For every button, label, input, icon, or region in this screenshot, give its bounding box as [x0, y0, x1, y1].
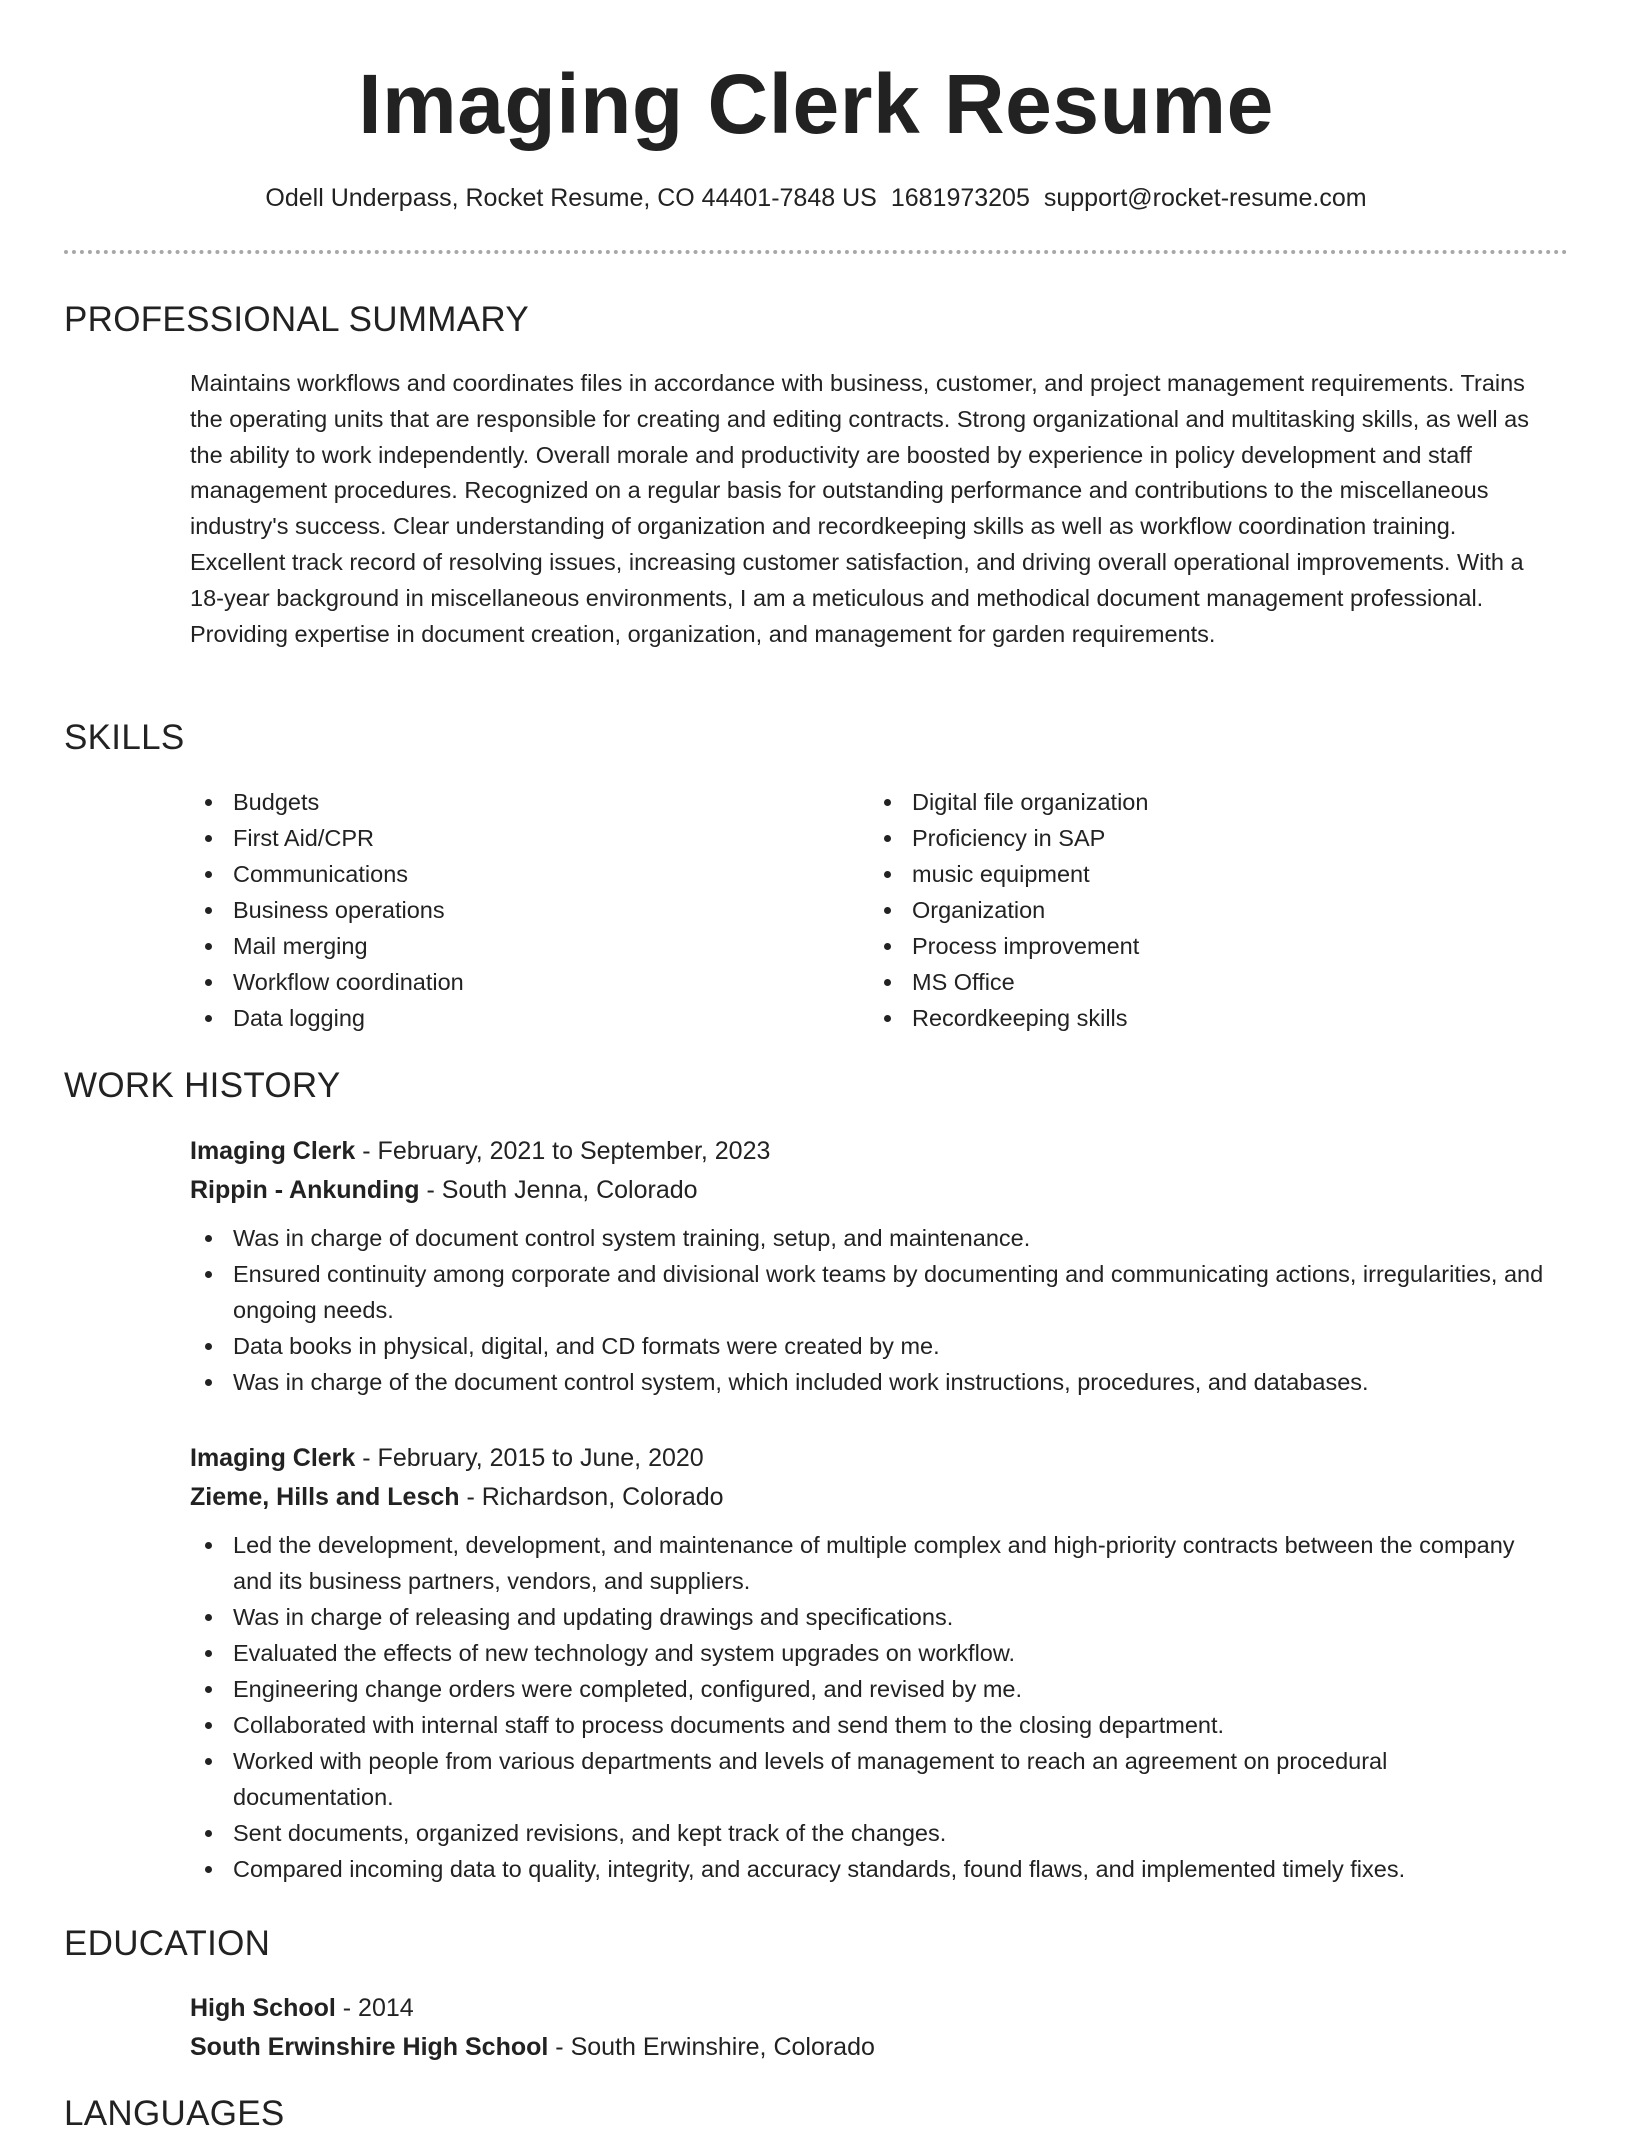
job-bullets: [190, 1527, 1550, 1887]
job-location: - South Jenna, Colorado: [419, 1176, 698, 1204]
job-bullet: Collaborated with internal staff to process documents and send them to the closing department.: [190, 1707, 1550, 1743]
skill-item: Mail merging: [190, 928, 464, 964]
job-bullet: Ensured continuity among corporate and divisional work teams by documenting and communicating actions, irregularities, and ongoing needs.: [190, 1256, 1550, 1328]
job-company: Zieme, Hills and Lesch: [190, 1483, 460, 1511]
education-degree-line: [190, 1989, 1550, 2028]
education-entry: [190, 1989, 1550, 2067]
summary-heading: PROFESSIONAL SUMMARY: [64, 300, 529, 339]
skill-item: Process improvement: [869, 928, 1148, 964]
job-bullet: Was in charge of document control system training, setup, and maintenance.: [190, 1220, 1550, 1256]
skill-item: Digital file organization: [869, 784, 1148, 820]
job-bullet: Engineering change orders were completed, configured, and revised by me.: [190, 1671, 1550, 1707]
job-bullet: Worked with people from various departments and levels of management to reach an agreement on procedural documentation.: [190, 1743, 1550, 1815]
summary-text: Maintains workflows and coordinates files in accordance with business, customer, and project management requirements. Trains the operating units that are responsible for creating and editing contracts. Strong organizational and multitasking skills, as well as the ability to work independently. Overall morale and productivity are boosted by experience in policy development and staff management procedures. Recognized on a regular basis for outstanding performance and contributions to the miscellaneous industry's success. Clear understanding of organization and recordkeeping skills as well as workflow coordination training. Excellent track record of resolving issues, increasing customer satisfaction, and driving overall operational improvements. With a 18-year background in miscellaneous environments, I am a meticulous and methodical document management professional. Providing expertise in document creation, organization, and management for garden requirements.: [190, 370, 1529, 647]
job-bullet: Was in charge of the document control system, which included work instructions, procedures, and databases.: [190, 1364, 1550, 1400]
education-heading: EDUCATION: [64, 1924, 271, 1963]
skill-item: MS Office: [869, 964, 1148, 1000]
skill-item: Proficiency in SAP: [869, 820, 1148, 856]
skill-item: First Aid/CPR: [190, 820, 464, 856]
education-school-line: [190, 2028, 1550, 2067]
languages-heading: LANGUAGES: [64, 2094, 285, 2133]
job-entry: [190, 1132, 1550, 1400]
job-bullet: Compared incoming data to quality, integrity, and accuracy standards, found flaws, and implemented timely fixes.: [190, 1851, 1550, 1887]
job-title: Imaging Clerk: [190, 1444, 356, 1472]
job-dates: - February, 2021 to September, 2023: [355, 1137, 771, 1165]
skill-item: music equipment: [869, 856, 1148, 892]
job-location: - Richardson, Colorado: [459, 1483, 724, 1511]
education-degree: High School: [190, 1994, 336, 2022]
work-heading: WORK HISTORY: [64, 1066, 341, 1105]
skills-heading: SKILLS: [64, 718, 185, 757]
skill-item: Business operations: [190, 892, 464, 928]
skill-item: Data logging: [190, 1000, 464, 1036]
job-title-line: [190, 1439, 1550, 1478]
contact-line: [0, 180, 1632, 216]
job-dates: - February, 2015 to June, 2020: [355, 1444, 704, 1472]
education-school: South Erwinshire High School: [190, 2033, 549, 2061]
job-bullet: Sent documents, organized revisions, and kept track of the changes.: [190, 1815, 1550, 1851]
job-company-line: [190, 1478, 1550, 1517]
education-year: - 2014: [335, 1994, 414, 2022]
job-entry: [190, 1439, 1550, 1887]
job-company-line: [190, 1171, 1550, 1210]
job-title-line: [190, 1132, 1550, 1171]
job-title: Imaging Clerk: [190, 1137, 356, 1165]
skills-column-2: [869, 784, 1148, 1036]
job-company: Rippin - Ankunding: [190, 1176, 420, 1204]
contact-email[interactable]: support@rocket-resume.com: [1043, 184, 1367, 212]
contact-address: Odell Underpass, Rocket Resume, CO 44401-7848 US: [265, 184, 877, 212]
resume-title: Imaging Clerk Resume: [358, 57, 1274, 151]
contact-phone: 1681973205: [890, 184, 1030, 212]
job-bullets: [190, 1220, 1550, 1400]
job-bullet: Was in charge of releasing and updating drawings and specifications.: [190, 1599, 1550, 1635]
skill-item: Communications: [190, 856, 464, 892]
skill-item: Organization: [869, 892, 1148, 928]
job-bullet: Data books in physical, digital, and CD formats were created by me.: [190, 1328, 1550, 1364]
job-bullet: Evaluated the effects of new technology and system upgrades on workflow.: [190, 1635, 1550, 1671]
job-bullet: Led the development, development, and maintenance of multiple complex and high-priority contracts between the company and its business partners, vendors, and suppliers.: [190, 1527, 1550, 1599]
education-location: - South Erwinshire, Colorado: [548, 2033, 875, 2061]
skill-item: Budgets: [190, 784, 464, 820]
skill-item: Workflow coordination: [190, 964, 464, 1000]
header-divider: [64, 250, 1568, 254]
skills-column-1: [190, 784, 464, 1036]
skill-item: Recordkeeping skills: [869, 1000, 1148, 1036]
